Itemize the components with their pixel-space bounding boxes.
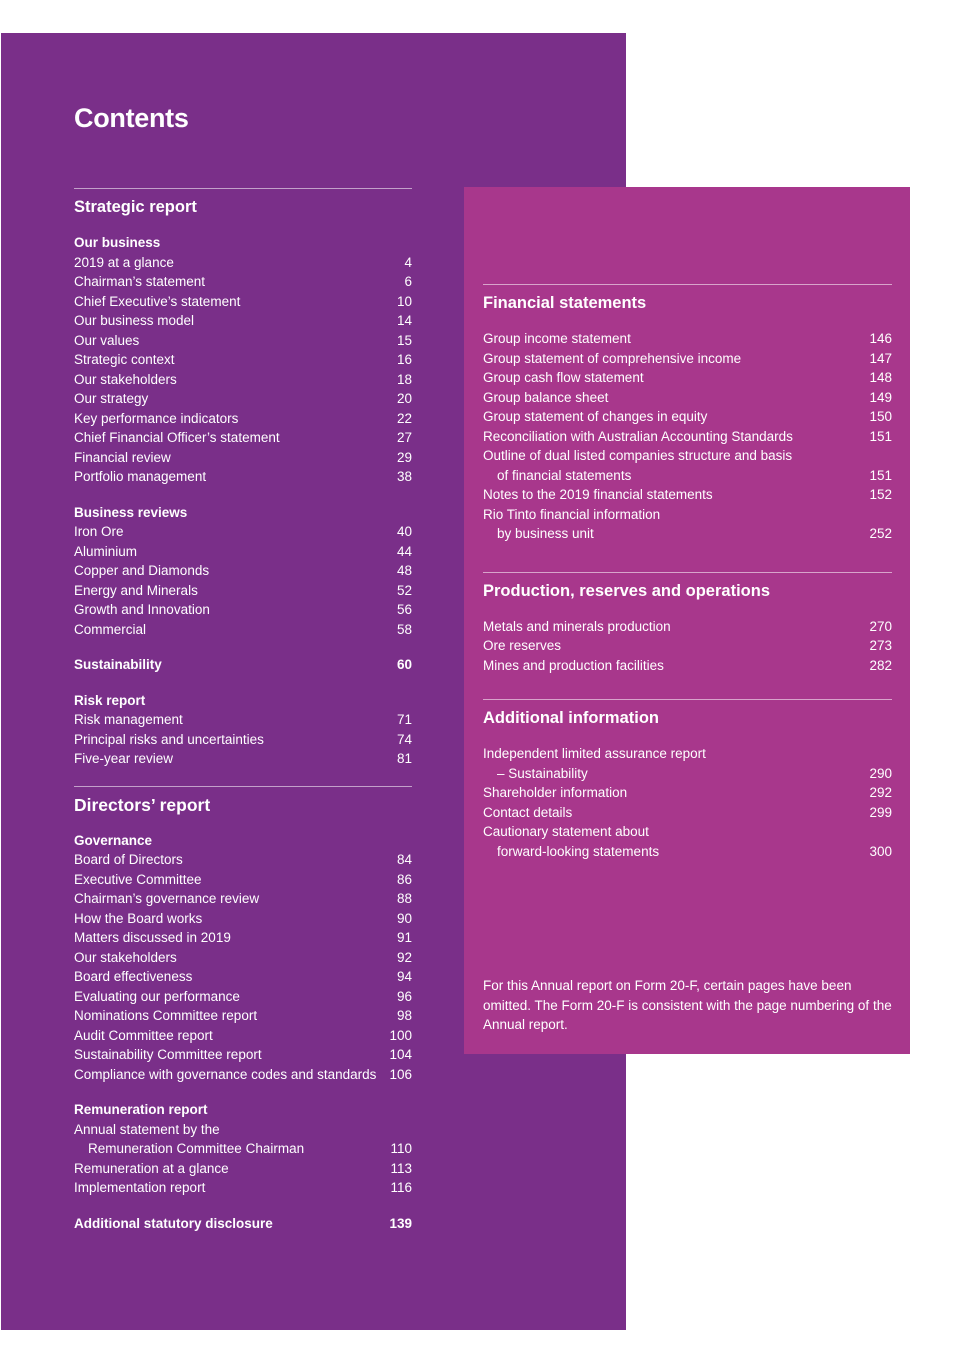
toc-entry-label: Our business model (74, 313, 195, 328)
toc-entry-line[interactable] (74, 1120, 412, 1140)
toc-entry-label: Our stakeholders (74, 371, 177, 387)
toc-entry[interactable] (483, 842, 892, 862)
toc-entry-page: 98 (396, 1008, 412, 1023)
toc-entry-page: 86 (396, 871, 412, 887)
toc-entry[interactable] (483, 427, 892, 447)
toc-entry-page: 92 (396, 949, 412, 965)
toc-entry[interactable] (74, 730, 412, 750)
toc-entry-page: 91 (396, 930, 412, 945)
toc-entry[interactable] (74, 272, 412, 292)
toc-entry[interactable] (74, 1006, 412, 1026)
toc-entry-label: Independent limited assurance report (483, 746, 706, 761)
toc-entry-label: Key performance indicators (74, 410, 239, 426)
toc-entry-label: Copper and Diamonds (74, 563, 210, 578)
toc-entry-page: 282 (869, 657, 892, 673)
toc-entry-page: 18 (396, 371, 412, 387)
toc-entry[interactable] (74, 389, 412, 409)
toc-entry-label: Board of Directors (74, 852, 183, 867)
toc-entry-label: Sustainability Committee report (74, 1047, 262, 1062)
toc-entry[interactable] (483, 656, 892, 676)
toc-entry-label: Outline of dual listed companies structure and basis (483, 448, 793, 463)
toc-entry[interactable] (74, 1159, 412, 1179)
toc-list (483, 329, 892, 446)
toc-entry-page: 60 (396, 657, 412, 672)
toc-entry-label: Matters discussed in 2019 (74, 930, 231, 945)
toc-entry-page: 270 (869, 618, 892, 634)
toc-entry-label: Additional statutory disclosure (74, 1215, 273, 1231)
toc-entry-label: of financial statements (497, 467, 632, 483)
toc-entry-page: 88 (396, 891, 412, 906)
toc-entry[interactable] (74, 1139, 412, 1159)
directors-report-section (74, 786, 412, 1234)
toc-entry[interactable] (483, 783, 892, 803)
toc-entry-page: 116 (390, 1180, 412, 1195)
toc-entry-page: 38 (396, 469, 412, 484)
toc-entry[interactable] (74, 1065, 412, 1085)
toc-entry-label: Rio Tinto financial information (483, 506, 661, 522)
toc-entry-page: 71 (396, 712, 412, 727)
additional-disclosure-group (74, 1214, 412, 1234)
toc-entry-label: 2019 at a glance (74, 254, 174, 270)
toc-entry-label: Our strategy (74, 391, 149, 406)
toc-list (74, 850, 412, 1084)
toc-entry[interactable] (74, 467, 412, 487)
toc-entry[interactable] (483, 388, 892, 408)
toc-entry[interactable] (74, 1214, 412, 1234)
toc-entry-label: Group income statement (483, 331, 631, 346)
toc-entry-page: 10 (396, 293, 412, 309)
toc-entry[interactable] (74, 542, 412, 562)
toc-entry-label: Metals and minerals production (483, 618, 671, 634)
form-20f-note: For this Annual report on Form 20-F, certain pages have been omitted. The Form 20-F is consistent with the page numbering of the Annual report. (483, 978, 892, 1032)
toc-entry[interactable] (483, 466, 892, 486)
toc-entry-label: Evaluating our performance (74, 988, 240, 1004)
toc-entry-label: Reconciliation with Australian Accounting Standards (483, 428, 793, 444)
toc-entry[interactable] (74, 948, 412, 968)
toc-list (74, 710, 412, 769)
toc-entry-label: Financial review (74, 449, 171, 465)
toc-entry-label: Strategic context (74, 352, 175, 367)
group-title: Business reviews (74, 504, 188, 520)
toc-entry-page: 29 (396, 449, 412, 465)
toc-entry[interactable] (74, 967, 412, 987)
toc-entry-page: 40 (396, 524, 412, 539)
toc-entry[interactable] (74, 1045, 412, 1065)
toc-entry[interactable] (74, 561, 412, 581)
toc-entry-line[interactable] (483, 822, 892, 842)
toc-entry[interactable] (74, 749, 412, 769)
toc-entry-label: Cautionary statement about (483, 824, 649, 839)
right-column (483, 284, 892, 861)
toc-entry-line[interactable] (483, 505, 892, 525)
toc-entry-line[interactable] (483, 446, 892, 466)
toc-entry-label: Principal risks and uncertainties (74, 731, 264, 747)
toc-entry-label: Chairman’s governance review (74, 891, 260, 906)
toc-entry[interactable] (74, 987, 412, 1007)
toc-entry-label: Commercial (74, 621, 147, 637)
toc-entry-label: Remuneration Committee Chairman (88, 1141, 305, 1156)
production-section (483, 572, 892, 676)
toc-list (74, 522, 412, 639)
toc-entry-label: Iron Ore (74, 524, 124, 539)
toc-entry-label: Nominations Committee report (74, 1008, 258, 1023)
toc-entry[interactable] (74, 1178, 412, 1198)
toc-list (483, 617, 892, 676)
toc-entry-page: 300 (869, 843, 892, 859)
toc-entry-page: 146 (869, 331, 892, 346)
toc-entry-page: 52 (396, 582, 412, 598)
toc-entry[interactable] (74, 581, 412, 601)
toc-entry-label: Chief Executive’s statement (74, 293, 241, 309)
toc-entry-label: Executive Committee (74, 871, 202, 887)
toc-entry-page: 150 (869, 409, 892, 424)
toc-entry[interactable] (74, 292, 412, 312)
toc-list (74, 1139, 412, 1198)
section-title: Production, reserves and operations (483, 581, 770, 600)
toc-entry-page: 290 (869, 765, 892, 781)
toc-entry[interactable] (483, 617, 892, 637)
toc-entry-page: 74 (396, 731, 412, 747)
toc-entry[interactable] (74, 600, 412, 620)
toc-entry-label: Remuneration at a glance (74, 1160, 229, 1176)
toc-entry[interactable] (74, 909, 412, 929)
toc-entry-page: 20 (396, 391, 412, 406)
group-title: Risk report (74, 692, 146, 708)
toc-entry[interactable] (74, 311, 412, 331)
toc-entry-page: 44 (396, 543, 412, 559)
toc-entry-label: Our values (74, 332, 140, 348)
toc-entry-page: 81 (396, 751, 412, 766)
toc-entry[interactable] (483, 349, 892, 369)
toc-entry[interactable] (483, 803, 892, 823)
toc-entry-page: 94 (396, 969, 412, 984)
toc-entry-label: Group statement of comprehensive income (483, 350, 742, 366)
toc-entry-label: Implementation report (74, 1180, 206, 1195)
business-reviews-group (74, 503, 412, 640)
toc-entry-page: 84 (396, 852, 412, 867)
group-title: Remuneration report (74, 1102, 208, 1117)
toc-entry[interactable] (74, 448, 412, 468)
toc-entry-page: 58 (396, 621, 412, 637)
additional-info-group (483, 744, 892, 861)
toc-entry-label: Group statement of changes in equity (483, 409, 708, 424)
group-title: Governance (74, 832, 153, 848)
toc-entry-label: Portfolio management (74, 469, 207, 484)
page-title: Contents (74, 103, 189, 133)
toc-entry-label: Our stakeholders (74, 949, 177, 965)
toc-entry-page: 27 (396, 430, 412, 445)
toc-entry-page: 22 (396, 410, 412, 426)
toc-entry-label: Energy and Minerals (74, 582, 198, 598)
toc-entry-label: Compliance with governance codes and standards (74, 1066, 377, 1082)
toc-entry-page: 139 (389, 1215, 412, 1231)
toc-entry-label: Aluminium (74, 543, 138, 559)
toc-entry[interactable] (483, 636, 892, 656)
toc-entry-page: 16 (396, 352, 412, 367)
toc-entry[interactable] (74, 1026, 412, 1046)
toc-entry-page: 106 (389, 1066, 412, 1082)
strategic-report-section (74, 188, 412, 769)
toc-entry-page: 273 (869, 638, 892, 653)
toc-entry-page: 151 (869, 467, 892, 483)
toc-entry-page: 90 (396, 910, 412, 926)
production-group (483, 617, 892, 676)
section-title: Strategic report (74, 198, 197, 216)
toc-entry[interactable] (74, 253, 412, 273)
toc-list (483, 783, 892, 822)
section-title: Additional information (483, 709, 659, 727)
toc-entry-page: 113 (390, 1160, 412, 1176)
toc-entry[interactable] (483, 485, 892, 505)
toc-entry[interactable] (74, 870, 412, 890)
toc-entry-label: Growth and Innovation (74, 602, 210, 617)
toc-entry-page: 299 (869, 804, 892, 820)
toc-entry-page: 48 (396, 563, 412, 578)
financial-group (483, 329, 892, 544)
toc-entry-label: Chief Financial Officer’s statement (74, 430, 280, 445)
section-title: Directors’ report (74, 794, 211, 815)
toc-entry-page: 96 (396, 988, 412, 1004)
toc-entry[interactable] (74, 428, 412, 448)
toc-entry-page: 15 (396, 332, 412, 348)
toc-entry-label: Group cash flow statement (483, 370, 644, 385)
left-column (74, 188, 412, 1233)
toc-entry[interactable] (483, 368, 892, 388)
toc-entry[interactable] (74, 370, 412, 390)
toc-entry-label: Risk management (74, 712, 183, 727)
toc-entry-label: – Sustainability (497, 765, 588, 781)
section-title: Financial statements (483, 294, 647, 312)
toc-entry-page: 14 (396, 313, 412, 328)
toc-entry-page: 6 (404, 274, 412, 289)
additional-information-section (483, 699, 892, 861)
toc-entry-page: 252 (869, 526, 892, 541)
toc-entry-page: 147 (869, 350, 892, 366)
toc-entry[interactable] (74, 331, 412, 351)
governance-group (74, 831, 412, 1085)
toc-entry-label: Group balance sheet (483, 389, 609, 405)
toc-list (74, 253, 412, 487)
toc-entry-page: 292 (869, 785, 892, 800)
toc-entry[interactable] (74, 710, 412, 730)
toc-entry-label: by business unit (497, 526, 594, 541)
toc-entry-page: 151 (869, 428, 892, 444)
toc-entry[interactable] (74, 889, 412, 909)
toc-entry-label: Mines and production facilities (483, 657, 664, 673)
toc-entry-page: 4 (404, 254, 412, 270)
toc-entry-label: How the Board works (74, 910, 203, 926)
toc-entry-label: Audit Committee report (74, 1027, 213, 1043)
toc-entry-line[interactable] (483, 744, 892, 764)
toc-entry-label: forward-looking statements (497, 843, 660, 859)
group-title: Our business (74, 235, 161, 250)
toc-entry[interactable] (74, 522, 412, 542)
toc-entry[interactable] (483, 329, 892, 349)
toc-entry-label: Shareholder information (483, 785, 628, 800)
toc-entry[interactable] (74, 350, 412, 370)
toc-entry[interactable] (74, 620, 412, 640)
financial-statements-section (483, 284, 892, 544)
toc-entry[interactable] (74, 928, 412, 948)
toc-entry[interactable] (74, 409, 412, 429)
our-business-group (74, 233, 412, 487)
toc-entry[interactable] (483, 524, 892, 544)
toc-entry[interactable] (74, 655, 412, 675)
remuneration-group (74, 1100, 412, 1198)
toc-entry-page: 110 (390, 1141, 412, 1156)
toc-entry-page: 56 (396, 602, 412, 617)
toc-entry-label: Board effectiveness (74, 969, 193, 984)
toc-entry[interactable] (483, 407, 892, 427)
toc-entry-page: 152 (869, 487, 892, 502)
toc-entry-label: Ore reserves (483, 638, 562, 653)
toc-entry-label: Annual statement by the (74, 1121, 220, 1137)
toc-entry[interactable] (74, 850, 412, 870)
toc-entry-label: Chairman’s statement (74, 274, 206, 289)
toc-entry-page: 104 (389, 1047, 412, 1062)
risk-report-group (74, 691, 412, 769)
toc-entry-label: Sustainability (74, 657, 162, 672)
toc-entry-page: 100 (389, 1027, 412, 1043)
sustainability-group (74, 655, 412, 675)
toc-entry-page: 148 (869, 370, 892, 385)
toc-entry-page: 149 (869, 389, 892, 405)
toc-entry-label: Contact details (483, 804, 573, 820)
toc-entry-label: Notes to the 2019 financial statements (483, 487, 713, 502)
toc-entry[interactable] (483, 764, 892, 784)
toc-entry-label: Five-year review (74, 751, 174, 766)
